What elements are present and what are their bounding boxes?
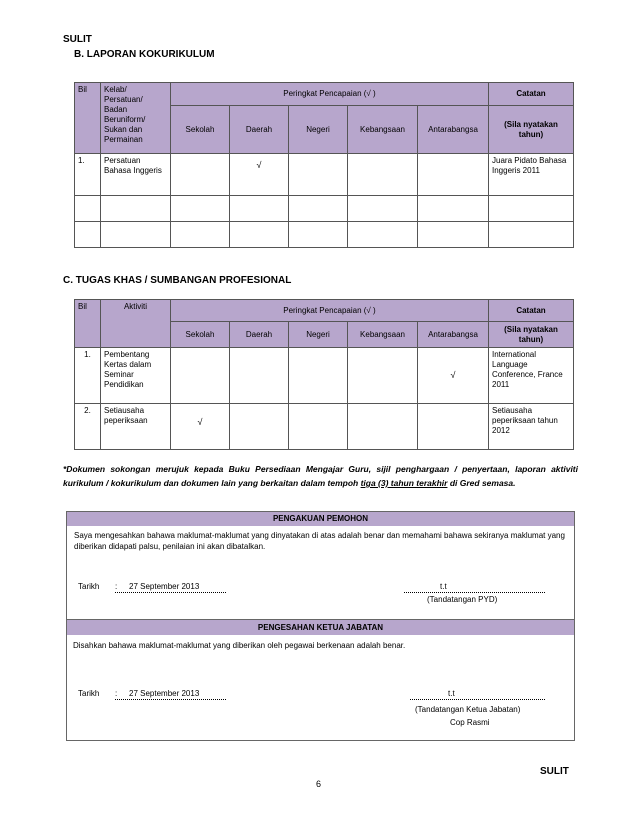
col-antarabangsa-header: Antarabangsa bbox=[418, 322, 489, 348]
pengakuan-title: PENGAKUAN PEMOHON bbox=[67, 512, 574, 526]
cell-bil: 1. bbox=[75, 348, 101, 404]
col-catatan-header: Catatan bbox=[489, 83, 574, 106]
col-peringkat-header: Peringkat Pencapaian (√ ) bbox=[171, 300, 489, 322]
table-row bbox=[75, 222, 574, 248]
table-row bbox=[75, 196, 574, 222]
cell-daerah bbox=[230, 196, 289, 222]
cell-kebangsaan bbox=[348, 222, 418, 248]
pengesahan-title: PENGESAHAN KETUA JABATAN bbox=[67, 620, 574, 635]
signature-mark: t.t bbox=[448, 689, 455, 698]
cell-kebangsaan bbox=[348, 196, 418, 222]
cell-catatan: Setiausaha peperiksaan tahun 2012 bbox=[489, 404, 574, 450]
cell-negeri bbox=[289, 404, 348, 450]
col-kelab-header: Kelab/ Persatuan/ Badan Beruniform/ Sukan dan Permainan bbox=[101, 83, 171, 154]
cell-bil bbox=[75, 196, 101, 222]
cell-antarabangsa bbox=[418, 196, 489, 222]
cell-catatan bbox=[489, 222, 574, 248]
cell-antarabangsa bbox=[418, 222, 489, 248]
pengakuan-statement: Saya mengesahkan bahawa maklumat-maklumat yang dinyatakan di atas adalah benar dan memahami bahawa sekiranya maklumat yang diberikan didapati palsu, penilaian ini akan dibatalkan. bbox=[74, 531, 565, 551]
official-stamp-label: Cop Rasmi bbox=[450, 718, 490, 727]
table-row bbox=[75, 154, 574, 196]
col-daerah-header: Daerah bbox=[230, 106, 289, 154]
col-bil-header: Bil bbox=[75, 83, 101, 154]
pengakuan-pemohon-box bbox=[66, 511, 575, 620]
signature-line bbox=[404, 592, 545, 593]
cell-aktiviti: Pembentang Kertas dalam Seminar Pendidikan bbox=[101, 348, 171, 404]
cell-daerah bbox=[230, 348, 289, 404]
signature-line bbox=[410, 699, 545, 700]
cell-sekolah bbox=[171, 154, 230, 196]
footnote: *Dokumen sokongan merujuk kepada Buku Persediaan Mengajar Guru, sijil penghargaan / penyertaan, laporan aktiviti kurikulum / kokurikulum dan dokumen lain yang berkaitan dalam tempoh tiga (3) tahun terakhir di Gred semasa. bbox=[63, 464, 578, 488]
col-peringkat-header: Peringkat Pencapaian (√ ) bbox=[171, 83, 489, 106]
date-value: 27 September 2013 bbox=[129, 689, 200, 698]
col-catatan-note: (Sila nyatakan tahun) bbox=[489, 106, 574, 154]
col-kebangsaan-header: Kebangsaan bbox=[348, 322, 418, 348]
cell-negeri bbox=[289, 154, 348, 196]
col-sekolah-header: Sekolah bbox=[171, 106, 230, 154]
cell-kelab bbox=[101, 222, 171, 248]
col-bil-header: Bil bbox=[75, 300, 101, 348]
cell-bil bbox=[75, 222, 101, 248]
cell-negeri bbox=[289, 196, 348, 222]
table-row bbox=[75, 404, 574, 450]
cell-catatan: Juara Pidato Bahasa Inggeris 2011 bbox=[489, 154, 574, 196]
date-line bbox=[115, 699, 226, 700]
date-label: Tarikh bbox=[78, 689, 100, 698]
col-sekolah-header: Sekolah bbox=[171, 322, 230, 348]
date-line bbox=[115, 592, 226, 593]
cell-sekolah bbox=[171, 222, 230, 248]
col-antarabangsa-header: Antarabangsa bbox=[418, 106, 489, 154]
cell-bil: 1. bbox=[75, 154, 101, 196]
classification-footer: SULIT bbox=[540, 766, 569, 777]
classification-header: SULIT bbox=[63, 34, 92, 45]
col-catatan-header: Catatan bbox=[489, 300, 574, 322]
cell-aktiviti: Setiausaha peperiksaan bbox=[101, 404, 171, 450]
tick-mark: √ bbox=[450, 370, 456, 380]
cell-kebangsaan bbox=[348, 404, 418, 450]
col-aktiviti-header: Aktiviti bbox=[101, 300, 171, 348]
cell-kelab: Persatuan Bahasa Inggeris bbox=[101, 154, 171, 196]
col-daerah-header: Daerah bbox=[230, 322, 289, 348]
cell-sekolah bbox=[171, 404, 230, 450]
date-label: Tarikh bbox=[78, 582, 100, 591]
cell-daerah bbox=[230, 154, 289, 196]
cell-negeri bbox=[289, 222, 348, 248]
cell-daerah bbox=[230, 404, 289, 450]
date-colon: : bbox=[115, 689, 118, 698]
kokurikulum-table bbox=[74, 82, 574, 248]
tugas-khas-table bbox=[74, 299, 574, 450]
cell-catatan: International Language Conference, France 2011 bbox=[489, 348, 574, 404]
signature-mark: t.t bbox=[440, 582, 447, 591]
cell-daerah bbox=[230, 222, 289, 248]
table-row bbox=[75, 348, 574, 404]
tick-mark: √ bbox=[197, 417, 203, 427]
pengesahan-statement: Disahkan bahawa maklumat-maklumat yang diberikan oleh pegawai berkenaan adalah benar. bbox=[73, 641, 406, 650]
date-value: 27 September 2013 bbox=[129, 582, 200, 591]
pengesahan-box bbox=[66, 619, 575, 741]
section-b-title: B. LAPORAN KOKURIKULUM bbox=[74, 49, 215, 60]
col-kebangsaan-header: Kebangsaan bbox=[348, 106, 418, 154]
col-negeri-header: Negeri bbox=[289, 106, 348, 154]
tick-mark: √ bbox=[256, 160, 262, 170]
cell-kebangsaan bbox=[348, 348, 418, 404]
cell-kebangsaan bbox=[348, 154, 418, 196]
cell-sekolah bbox=[171, 348, 230, 404]
signature-label: (Tandatangan PYD) bbox=[427, 595, 498, 604]
page-number: 6 bbox=[316, 779, 322, 789]
cell-antarabangsa bbox=[418, 154, 489, 196]
col-catatan-note: (Sila nyatakan tahun) bbox=[489, 322, 574, 348]
col-negeri-header: Negeri bbox=[289, 322, 348, 348]
cell-catatan bbox=[489, 196, 574, 222]
signature-label: (Tandatangan Ketua Jabatan) bbox=[415, 705, 521, 714]
cell-bil: 2. bbox=[75, 404, 101, 450]
section-c-title: C. TUGAS KHAS / SUMBANGAN PROFESIONAL bbox=[63, 275, 292, 286]
date-colon: : bbox=[115, 582, 118, 591]
cell-antarabangsa bbox=[418, 348, 489, 404]
cell-negeri bbox=[289, 348, 348, 404]
cell-kelab bbox=[101, 196, 171, 222]
cell-antarabangsa bbox=[418, 404, 489, 450]
cell-sekolah bbox=[171, 196, 230, 222]
